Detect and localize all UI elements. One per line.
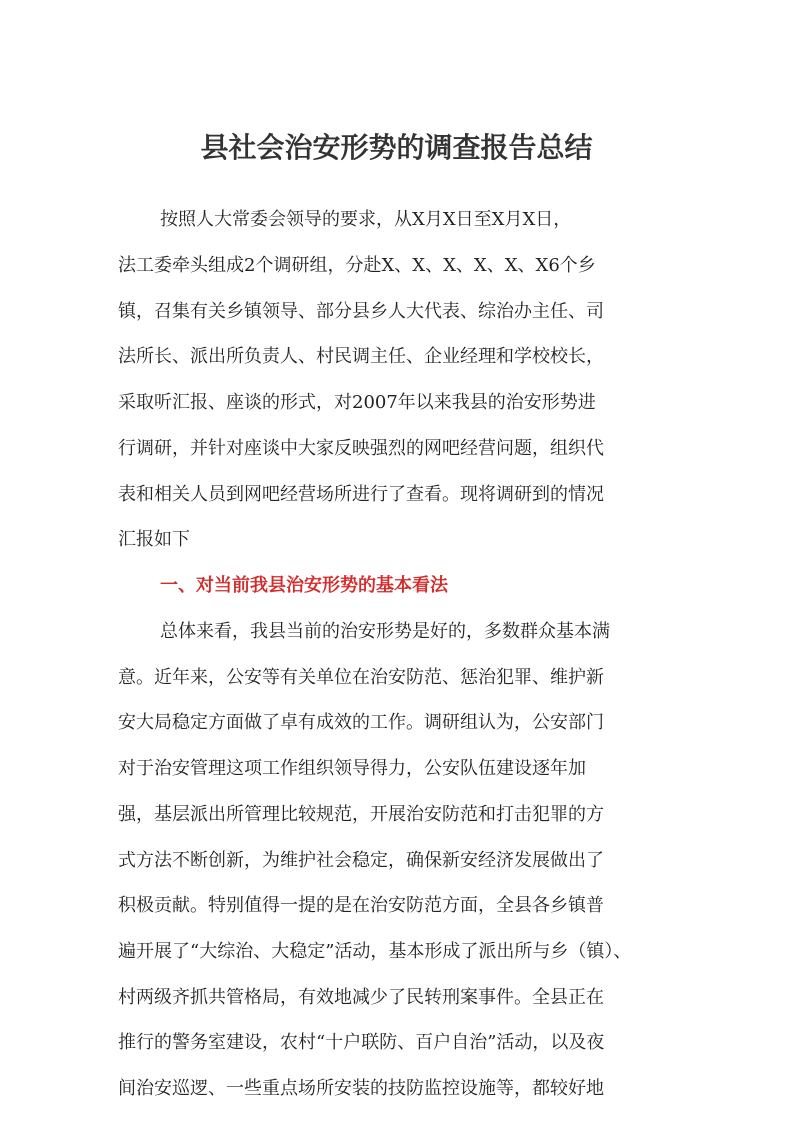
intro-line: 镇，召集有关乡镇领导、部分县乡人大代表、综治办主任、司 [118, 301, 604, 322]
intro-line: 行调研，并针对座谈中大家反映强烈的网吧经营问题，组织代 [118, 438, 604, 459]
body-line: 意。近年来，公安等有关单位在治安防范、惩治犯罪、维护新 [118, 667, 604, 688]
body-line: 强，基层派出所管理比较规范，开展治安防范和打击犯罪的方 [118, 804, 604, 825]
body-line: 总体来看，我县当前的治安形势是好的，多数群众基本满 [160, 621, 610, 642]
intro-line: 采取听汇报、座谈的形式，对2007年以来我县的治安形势进 [118, 392, 596, 413]
body-line: 村两级齐抓共管格局，有效地减少了民转刑案事件。全县正在 [118, 987, 604, 1008]
body-line: 安大局稳定方面做了卓有成效的工作。调研组认为，公安部门 [118, 712, 604, 733]
body-line: 推行的警务室建设，农村“十户联防、百户自治”活动，以及夜 [118, 1032, 605, 1053]
body-line: 遍开展了“大综治、大稳定”活动，基本形成了派出所与乡（镇）、 [118, 941, 632, 962]
intro-line: 汇报如下 [118, 529, 190, 550]
intro-line: 法工委牵头组成2个调研组，分赴X、X、X、X、X、X6个乡 [118, 255, 596, 276]
document-title: 县社会治安形势的调查报告总结 [200, 131, 593, 164]
section-heading: 一、对当前我县治安形势的基本看法 [160, 575, 448, 596]
body-line: 间治安巡逻、一些重点场所安装的技防监控设施等，都较好地 [118, 1078, 604, 1099]
body-line: 式方法不断创新，为维护社会稳定，确保新安经济发展做出了 [118, 850, 604, 871]
body-line: 积极贡献。特别值得一提的是在治安防范方面，全县各乡镇普 [118, 895, 604, 916]
intro-line: 按照人大常委会领导的要求，从X月X日至X月X日， [160, 209, 572, 230]
intro-line: 法所长、派出所负责人、村民调主任、企业经理和学校校长， [118, 346, 604, 367]
body-line: 对于治安管理这项工作组织领导得力，公安队伍建设逐年加 [118, 758, 586, 779]
intro-line: 表和相关人员到网吧经营场所进行了查看。现将调研到的情况 [118, 484, 604, 505]
